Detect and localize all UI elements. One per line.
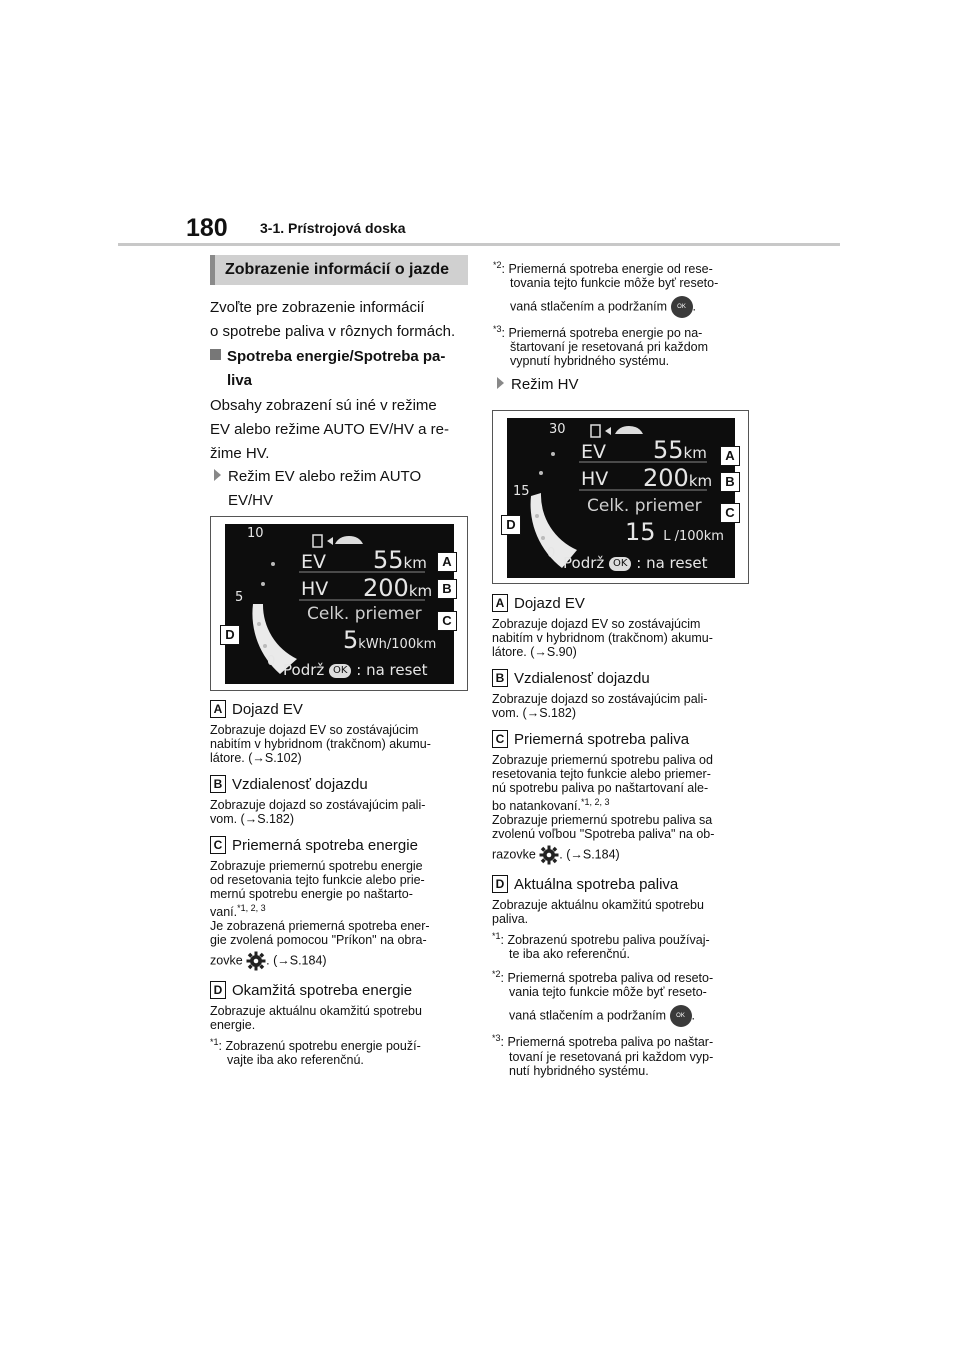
- item-d-text: [210, 1004, 472, 1032]
- label-a: A: [210, 700, 226, 718]
- unit: km: [688, 472, 713, 490]
- line: Zobrazuje dojazd so zostávajúcim pali-: [210, 798, 426, 812]
- line: nú spotrebu paliva po naštartovaní ale-: [492, 781, 709, 795]
- unit: L /100km: [663, 529, 724, 544]
- line: od resetovania tejto funkcie alebo prie-: [210, 873, 425, 887]
- section-title: Zobrazenie informácií o jazde: [210, 255, 468, 285]
- line: vaná stlačením a podržaním: [510, 299, 668, 314]
- tag-b: B: [720, 472, 740, 492]
- line: látore. (→S.102): [210, 751, 302, 765]
- mode-hv-heading: [497, 373, 579, 397]
- hint-right: : na reset: [356, 661, 428, 679]
- ev-range-value: [373, 546, 427, 574]
- item-b-text: [492, 692, 754, 720]
- line: vania tejto funkcie môže byť reseto-: [509, 985, 707, 1000]
- item-c-text: [492, 753, 754, 865]
- item-b-title: [492, 669, 754, 687]
- reset-hint: [283, 661, 428, 679]
- item-c-title: [210, 836, 472, 854]
- hv-range-value: [643, 464, 712, 492]
- value: 200: [363, 574, 409, 602]
- mode-line: Režim HV: [511, 376, 579, 393]
- footnote-mark: *2: [492, 969, 501, 980]
- line: Zobrazuje dojazd EV so zostávajúcim: [492, 617, 701, 631]
- ev-label: EV: [301, 551, 327, 573]
- label-a: A: [492, 594, 508, 612]
- title: Dojazd EV: [514, 595, 585, 612]
- hv-display-screen: [507, 418, 735, 578]
- unit: km: [403, 554, 427, 572]
- hint-left: Podrž: [563, 554, 605, 572]
- ok-button-icon: OK: [670, 1005, 692, 1027]
- line: vaní.: [210, 905, 238, 920]
- line: . (→S.184): [266, 953, 327, 968]
- intro-text: [210, 296, 475, 344]
- subsection-line: Spotreba energie/Spotreba pa-: [227, 348, 446, 365]
- hv-label: HV: [301, 578, 329, 600]
- line: Zobrazuje aktuálnu okamžitú spotrebu: [492, 898, 704, 913]
- ok-button-icon: OK: [329, 664, 351, 678]
- line: zovke: [210, 953, 243, 968]
- ok-button-icon: OK: [609, 557, 631, 571]
- text-line: EV alebo režime AUTO EV/HV a re-: [210, 421, 449, 438]
- ev-display-screen: [225, 524, 454, 684]
- gear-icon: [246, 951, 266, 971]
- fuel-pump-icon: [591, 425, 600, 437]
- line: vaná stlačením a podržaním: [509, 1008, 667, 1023]
- avg-value: [343, 626, 436, 654]
- unit: km: [408, 582, 433, 600]
- item-d-text: [492, 898, 754, 926]
- line: mernú spotrebu energie po naštarto-: [210, 887, 413, 901]
- line: . (→S.184): [559, 847, 620, 862]
- line: gie zvolená pomocou "Príkon" na obra-: [210, 933, 427, 948]
- tag-a: A: [720, 446, 740, 466]
- reset-hint: [563, 554, 708, 572]
- item-b-text: [210, 798, 472, 826]
- footnote-ref: *1, 2, 3: [237, 903, 266, 913]
- item-a-text: [210, 723, 472, 765]
- line: vom. (→S.182): [210, 812, 295, 826]
- line: nabitím v hybridnom (trakčnom) akumu-: [492, 631, 713, 645]
- item-b-title: [210, 775, 472, 793]
- subsection-heading: [210, 345, 475, 393]
- item-c-title: [492, 730, 754, 748]
- title: Aktuálna spotreba paliva: [514, 876, 679, 894]
- ev-range-value: [653, 436, 707, 464]
- gauge-dot: [539, 471, 543, 475]
- ev-label: EV: [581, 441, 607, 463]
- footnote-mark: *2: [493, 260, 502, 270]
- scale-top: 30: [549, 422, 566, 437]
- tag-a: A: [437, 552, 457, 572]
- right-footnote-3: [492, 1031, 754, 1077]
- label-c: C: [492, 730, 508, 748]
- hv-range-value: [363, 574, 432, 602]
- gauge-dot: [271, 562, 275, 566]
- tag-d: D: [501, 515, 521, 535]
- gear-icon: [539, 845, 559, 865]
- item-a-text: [492, 617, 754, 659]
- value: 55: [653, 436, 684, 464]
- avg-label: Celk. priemer: [307, 604, 422, 624]
- footnote-mark: *3: [493, 324, 502, 335]
- line: paliva.: [492, 912, 529, 927]
- intro-line: o spotrebe paliva v rôznych formách.: [210, 323, 456, 340]
- line: nutí hybridného systému.: [509, 1063, 649, 1078]
- right-footnote-2: [492, 967, 754, 1027]
- unit: kWh/100km: [358, 637, 437, 652]
- line: : Priemerná spotreba paliva od reseto-: [500, 971, 714, 986]
- line: energie.: [210, 1018, 256, 1033]
- line: tovaní je resetovaná pri každom vyp-: [509, 1049, 714, 1064]
- line: : Zobrazenú spotrebu paliva používaj-: [500, 933, 710, 948]
- gauge-dot: [257, 622, 261, 626]
- tag-b: B: [437, 579, 457, 599]
- scale-mid: 15: [513, 484, 530, 499]
- line: : Priemerná spotreba paliva po naštar-: [500, 1035, 714, 1050]
- footnote-mark: *1: [210, 1037, 219, 1048]
- arrow-bullet-icon: [497, 377, 504, 389]
- line: Zobrazuje priemernú spotrebu paliva od: [492, 753, 713, 767]
- footnote-mark: *1: [492, 931, 501, 942]
- title: Vzdialenosť dojazdu: [232, 776, 368, 793]
- value: 5: [343, 626, 359, 654]
- hint-left: Podrž: [283, 661, 325, 679]
- line: Zobrazuje priemernú spotrebu paliva sa: [492, 813, 713, 828]
- line: Zobrazuje aktuálnu okamžitú spotrebu: [210, 1004, 422, 1019]
- line: zvolenú voľbou "Spotreba paliva" na ob-: [492, 827, 715, 842]
- title: Priemerná spotreba energie: [232, 837, 418, 854]
- item-a-title: [210, 700, 472, 718]
- item-a-title: [492, 594, 754, 612]
- text-line: Obsahy zobrazení sú iné v režime: [210, 397, 437, 414]
- gauge-dot: [261, 582, 265, 586]
- left-item-list: [210, 700, 472, 1067]
- line: : Priemerná spotreba energie po na-: [501, 326, 703, 341]
- subsection-text: [210, 394, 475, 466]
- tag-c: C: [437, 611, 457, 631]
- hint-right: : na reset: [636, 554, 708, 572]
- line: látore. (→S.90): [492, 645, 577, 659]
- ok-button-icon: OK: [671, 296, 693, 318]
- page-number: 180: [186, 214, 228, 242]
- line: vypnutí hybridného systému.: [510, 354, 670, 369]
- line: resetovania tejto funkcie alebo priemer-: [492, 767, 711, 781]
- triangle-icon: [605, 427, 611, 435]
- line: vom. (→S.182): [492, 706, 577, 720]
- label-c: C: [210, 836, 226, 854]
- car-icon: [335, 536, 363, 544]
- mode-line: EV/HV: [228, 492, 274, 509]
- header-divider: [118, 243, 840, 246]
- line: .: [691, 1008, 695, 1023]
- line: štartovaní je resetovaná pri každom: [510, 340, 709, 355]
- label-b: B: [210, 775, 226, 793]
- title: Dojazd EV: [232, 701, 303, 718]
- left-footnote-1: [210, 1035, 472, 1067]
- avg-label: Celk. priemer: [587, 496, 702, 516]
- label-d: D: [492, 875, 508, 893]
- scale-mid: 5: [235, 590, 244, 605]
- avg-value: [625, 518, 724, 546]
- label-d: D: [210, 981, 226, 999]
- item-c-text: [210, 859, 472, 971]
- scale-top: 10: [247, 526, 264, 541]
- line: Zobrazuje priemernú spotrebu energie: [210, 859, 423, 873]
- title: Okamžitá spotreba energie: [232, 982, 413, 1000]
- line: : Priemerná spotreba energie od rese-: [501, 262, 713, 277]
- square-bullet-icon: [210, 349, 221, 360]
- subsection-line: liva: [227, 372, 253, 389]
- item-d-title: [210, 981, 472, 999]
- value: 15: [625, 518, 656, 546]
- gauge-dot: [263, 644, 267, 648]
- line: bo natankovaní.: [492, 799, 581, 814]
- text-line: žime HV.: [210, 445, 270, 462]
- line: nabitím v hybridnom (trakčnom) akumu-: [210, 737, 431, 751]
- title: Vzdialenosť dojazdu: [514, 670, 650, 687]
- unit: km: [683, 444, 707, 462]
- scale-bottom: 0: [547, 546, 556, 561]
- footnote-mark: *3: [492, 1033, 501, 1044]
- hv-label: HV: [581, 468, 609, 490]
- footnote-ref: *1, 2, 3: [580, 797, 610, 807]
- tag-d: D: [220, 625, 240, 645]
- gauge-dot: [535, 514, 539, 518]
- arrow-bullet-icon: [214, 469, 221, 481]
- line: te iba ako referenčnú.: [509, 947, 630, 962]
- mode-line: Režim EV alebo režim AUTO: [228, 468, 422, 485]
- line: Zobrazuje dojazd EV so zostávajúcim: [210, 723, 419, 737]
- right-top-footnotes: [493, 258, 755, 368]
- gauge-dot: [551, 452, 555, 456]
- line: razovke: [492, 847, 536, 862]
- scale-bottom: 0: [267, 654, 276, 669]
- mode-ev-heading: [214, 465, 469, 513]
- intro-line: Zvoľte pre zobrazenie informácií: [210, 299, 425, 316]
- line: Zobrazuje dojazd so zostávajúcim pali-: [492, 692, 708, 706]
- line: : Zobrazenú spotrebu energie použí-: [218, 1039, 421, 1054]
- item-d-title: [492, 875, 754, 893]
- right-footnote-1: [492, 929, 754, 961]
- title: Priemerná spotreba paliva: [514, 731, 690, 748]
- line: Je zobrazená priemerná spotreba ener-: [210, 919, 430, 934]
- car-icon: [615, 426, 643, 434]
- label-b: B: [492, 669, 508, 687]
- gauge-dot: [541, 536, 545, 540]
- line: .: [692, 299, 696, 314]
- tag-c: C: [720, 503, 740, 523]
- value: 200: [643, 464, 689, 492]
- chapter-title: 3-1. Prístrojová doska: [260, 220, 406, 236]
- right-item-list: [492, 594, 754, 1078]
- line: vajte iba ako referenčnú.: [227, 1053, 364, 1068]
- line: tovania tejto funkcie môže byť reseto-: [510, 276, 719, 291]
- value: 55: [373, 546, 404, 574]
- triangle-icon: [327, 537, 333, 545]
- fuel-pump-icon: [313, 535, 322, 547]
